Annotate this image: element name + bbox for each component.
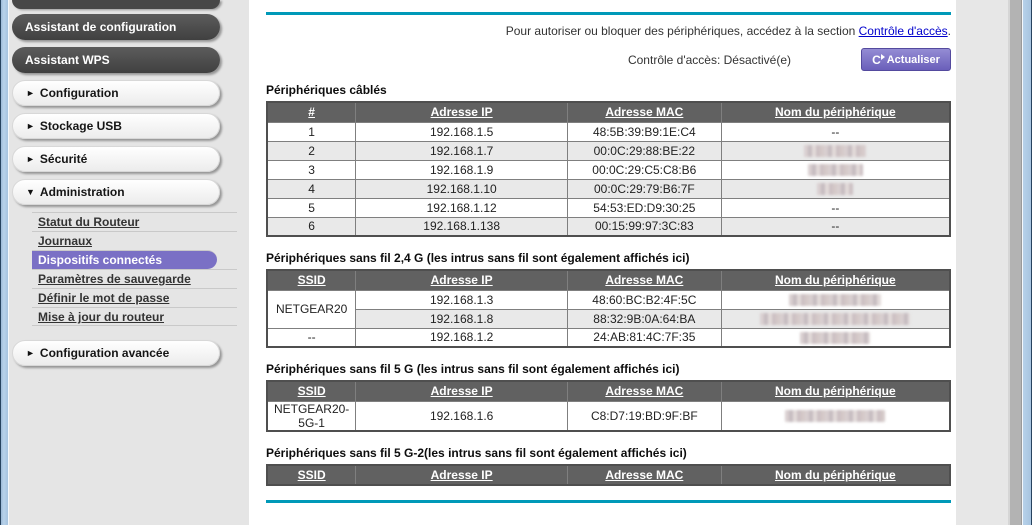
submenu-item-router-update[interactable]: Mise à jour du routeur [32, 307, 237, 326]
column-header-name[interactable]: Nom du périphérique [721, 102, 950, 122]
column-header-name[interactable]: Nom du périphérique [721, 270, 950, 290]
submenu-item-router-status[interactable]: Statut du Routeur [32, 212, 237, 231]
sidebar-menu-label: Configuration [39, 86, 119, 100]
ssid-cell: -- [267, 328, 356, 347]
bottom-divider [266, 500, 951, 503]
sidebar-menu-advanced-setup[interactable] [12, 340, 220, 366]
notice-text: Pour autoriser ou bloquer des périphériques, accédez à la section [505, 24, 859, 38]
redacted-device-name [721, 160, 950, 179]
sidebar-menu-label: Administration [39, 185, 125, 199]
wifi5-devices-title: Périphériques sans fil 5 G (les intrus sans fil sont également affichés ici) [266, 362, 680, 376]
table-row: 4 192.168.1.10 00:0C:29:79:B6:7F [267, 179, 950, 198]
table-row: 6 192.168.1.138 00:15:99:97:3C:83 -- [267, 217, 950, 236]
redacted-device-name [721, 309, 950, 328]
column-header-ssid[interactable]: SSID [267, 465, 356, 485]
table-header-row [267, 102, 950, 122]
table-row: 3 192.168.1.9 00:0C:29:C5:C8:B6 [267, 160, 950, 179]
column-header-name[interactable]: Nom du périphérique [721, 381, 950, 401]
sidebar-button-label: Assistant WPS [25, 53, 110, 67]
vertical-scrollbar[interactable] [1008, 0, 1022, 525]
top-divider [266, 12, 951, 15]
submenu-item-logs[interactable]: Journaux [32, 231, 237, 250]
column-header-ip[interactable]: Adresse IP [356, 465, 568, 485]
table-header-row [267, 381, 950, 401]
redacted-device-name [721, 179, 950, 198]
main-content [249, 0, 956, 525]
right-gutter [956, 0, 1008, 525]
wifi5-devices-table [266, 380, 951, 432]
table-row: 2 192.168.1.7 00:0C:29:88:BE:22 [267, 141, 950, 160]
redacted-device-name [721, 141, 950, 160]
sidebar-button-label: Assistant de configuration [25, 20, 177, 34]
redacted-device-name [721, 290, 950, 309]
chevron-right-icon: ► [26, 88, 35, 98]
access-control-notice [266, 24, 951, 38]
sidebar-menu-configuration[interactable] [12, 80, 220, 106]
window-frame-right [1022, 0, 1031, 525]
access-control-link[interactable]: Contrôle d'accès [858, 24, 948, 38]
ssid-cell: NETGEAR20 [267, 290, 356, 328]
chevron-down-icon: ▼ [26, 187, 35, 197]
chevron-right-icon: ► [26, 121, 35, 131]
access-control-status: Contrôle d'accès: Désactivé(e) [627, 52, 791, 67]
sidebar-menu-label: Sécurité [39, 152, 88, 166]
column-header-mac[interactable]: Adresse MAC [568, 465, 722, 485]
table-row: -- 192.168.1.2 24:AB:81:4C:7F:35 [267, 328, 950, 347]
table-header-row [267, 270, 950, 290]
chevron-right-icon: ► [26, 154, 35, 164]
sidebar-menu-usb-storage[interactable] [12, 113, 220, 139]
status-row [266, 48, 951, 71]
column-header-name[interactable]: Nom du périphérique [721, 465, 950, 485]
wifi24-devices-title: Périphériques sans fil 2,4 G (les intrus sans fil sont également affichés ici) [266, 251, 690, 265]
sidebar-nav [9, 0, 249, 525]
ssid-cell: NETGEAR20-5G-1 [267, 401, 356, 431]
redacted-device-name [721, 328, 950, 347]
sidebar-menu-label: Configuration avancée [39, 346, 170, 360]
submenu-item-set-password[interactable]: Définir le mot de passe [32, 288, 237, 307]
administration-submenu [32, 212, 237, 326]
column-header-mac[interactable]: Adresse MAC [568, 270, 722, 290]
refresh-icon: C [872, 52, 881, 67]
sidebar-button-partial-top[interactable] [12, 0, 220, 9]
column-header-mac[interactable]: Adresse MAC [568, 102, 722, 122]
sidebar-menu-label: Stockage USB [39, 119, 122, 133]
wired-devices-table [266, 101, 951, 237]
submenu-item-attached-devices[interactable]: Dispositifs connectés [32, 250, 217, 269]
table-row: 192.168.1.8 88:32:9B:0A:64:BA [267, 309, 950, 328]
refresh-button[interactable] [861, 48, 951, 71]
column-header-ip[interactable]: Adresse IP [356, 270, 568, 290]
wifi5-2-devices-table [266, 464, 951, 486]
sidebar-button-wps-wizard[interactable] [12, 47, 220, 73]
submenu-item-backup-settings[interactable]: Paramètres de sauvegarde [32, 269, 237, 288]
table-row: 1 192.168.1.5 48:5B:39:B9:1E:C4 -- [267, 122, 950, 141]
wifi5-2-devices-title: Périphériques sans fil 5 G-2(les intrus sans fil sont également affichés ici) [266, 445, 687, 460]
notice-period: . [947, 24, 951, 38]
sidebar-button-setup-wizard[interactable] [12, 14, 220, 40]
sidebar-menu-administration[interactable] [12, 179, 220, 205]
column-header-ssid[interactable]: SSID [267, 270, 356, 290]
column-header-ip[interactable]: Adresse IP [356, 102, 568, 122]
redacted-device-name [721, 401, 950, 431]
table-row: NETGEAR20 192.168.1.3 48:60:BC:B2:4F:5C [267, 290, 950, 309]
column-header-ssid[interactable]: SSID [267, 381, 356, 401]
table-row: 5 192.168.1.12 54:53:ED:D9:30:25 -- [267, 198, 950, 217]
refresh-button-label: Actualiser [886, 53, 940, 66]
table-row: NETGEAR20-5G-1 192.168.1.6 C8:D7:19:BD:9F:BF [267, 401, 950, 431]
chevron-right-icon: ► [26, 348, 35, 358]
window-border-right [1031, 0, 1032, 525]
column-header-number[interactable]: # [267, 102, 356, 122]
window-frame-left [1, 0, 9, 525]
table-header-row [267, 465, 950, 485]
wifi24-devices-table [266, 269, 951, 348]
column-header-ip[interactable]: Adresse IP [356, 381, 568, 401]
wired-devices-title: Périphériques câblés [266, 83, 387, 97]
sidebar-menu-security[interactable] [12, 146, 220, 172]
column-header-mac[interactable]: Adresse MAC [568, 381, 722, 401]
